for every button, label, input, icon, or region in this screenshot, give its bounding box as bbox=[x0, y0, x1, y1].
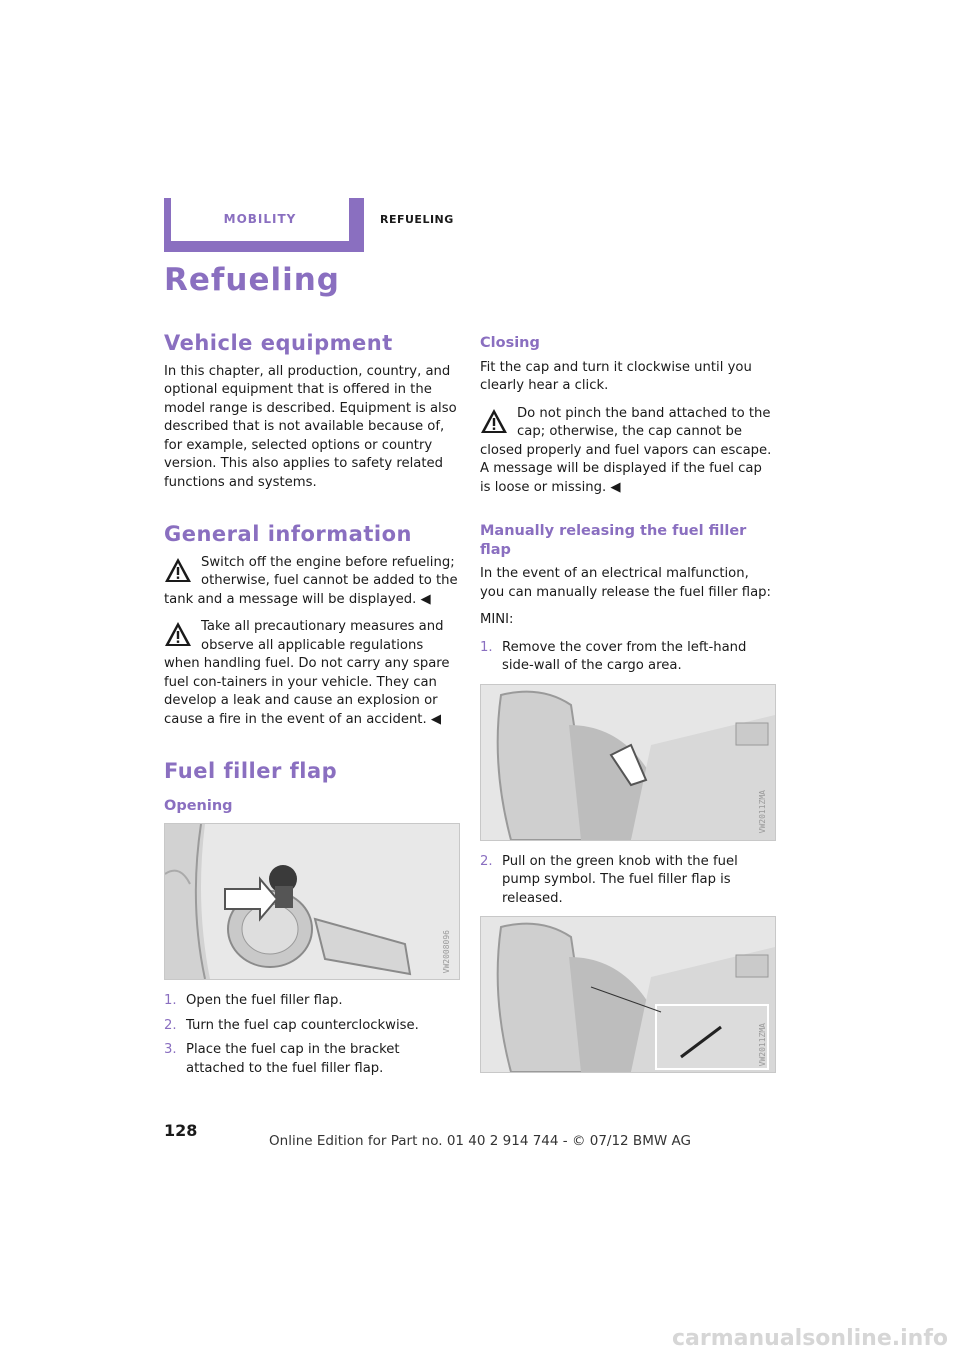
chapter-tab-label: MOBILITY bbox=[171, 198, 349, 241]
watermark: carmanualsonline.info bbox=[672, 1326, 948, 1351]
manual-release-intro: In the event of an electrical malfunction, you can manually release the fuel filler flap: bbox=[480, 566, 772, 600]
model-label: MINI: bbox=[480, 612, 514, 627]
list-item: 3. Place the fuel cap in the bracket attached to the fuel filler flap. bbox=[164, 1042, 400, 1076]
section-label: REFUELING bbox=[380, 213, 454, 226]
vehicle-equipment-heading: Vehicle equipment bbox=[164, 331, 393, 355]
warning-note bbox=[164, 618, 460, 729]
general-information-heading: General information bbox=[164, 522, 412, 546]
warning-note bbox=[480, 405, 776, 498]
list-item: 2. Pull on the green knob with the fuel pump symbol. The fuel filler flap is released. bbox=[480, 853, 738, 906]
warning-icon bbox=[480, 408, 508, 434]
figure-code: VW2011ZMA bbox=[757, 790, 767, 834]
manual-release-heading: Manually releasing the fuel filler flap bbox=[480, 523, 747, 558]
vehicle-equipment-text: In this chapter, all production, country, and optional equipment that is offered in the model range is described. Equipment is also described that is not available because of, for example, selected options or country version. This also applies to safety related functions and systems. bbox=[164, 363, 457, 490]
fuel-cap-illustration bbox=[165, 824, 459, 979]
warning-note bbox=[164, 554, 460, 610]
right-column bbox=[480, 334, 776, 1085]
chapter-tab bbox=[164, 198, 364, 252]
release-knob-illustration bbox=[481, 917, 775, 1072]
warning-text: Take all precautionary measures and observe all applicable regulations when handling fuel. Do not carry any spare fuel con-tainers in your vehicle. They can develop a leak and cause an explosion or cause a fire in the event of an accident. ◀ bbox=[164, 619, 450, 727]
release-knob-figure bbox=[480, 916, 776, 1073]
fuel-cap-figure bbox=[164, 823, 460, 980]
closing-text: Fit the cap and turn it clockwise until you clearly hear a click. bbox=[480, 359, 752, 393]
warning-text: Do not pinch the band attached to the cap; otherwise, the cap cannot be closed properly and fuel vapors can escape. A message will be displayed if the fuel cap is loose or missing. ◀ bbox=[480, 405, 772, 495]
left-column bbox=[164, 331, 460, 1084]
release-steps bbox=[480, 853, 776, 909]
cargo-cover-illustration bbox=[481, 685, 775, 840]
footer-text: Online Edition for Part no. 01 40 2 914 744 - © 07/12 BMW AG bbox=[269, 1133, 691, 1149]
opening-heading: Opening bbox=[164, 797, 233, 814]
fuel-filler-flap-heading: Fuel filler flap bbox=[164, 759, 338, 783]
figure-code: VW2008096 bbox=[441, 929, 451, 973]
warning-text: Switch off the engine before refueling; otherwise, fuel cannot be added to the tank and a message will be displayed. ◀ bbox=[164, 554, 458, 607]
list-item: 2. Turn the fuel cap counterclockwise. bbox=[164, 1017, 419, 1033]
opening-steps bbox=[164, 992, 460, 1078]
page-title: Refueling bbox=[164, 262, 340, 298]
figure-code: VW2011ZMA bbox=[757, 1022, 767, 1066]
list-item: 1. Open the fuel filler flap. bbox=[164, 993, 343, 1008]
closing-heading: Closing bbox=[480, 335, 540, 351]
cargo-area-figure bbox=[480, 684, 776, 841]
list-item: 1. Remove the cover from the left-hand side-wall of the cargo area. bbox=[480, 639, 747, 673]
page-number: 128 bbox=[164, 1121, 198, 1140]
warning-icon bbox=[164, 621, 192, 647]
release-steps bbox=[480, 639, 776, 676]
warning-icon bbox=[164, 557, 192, 583]
